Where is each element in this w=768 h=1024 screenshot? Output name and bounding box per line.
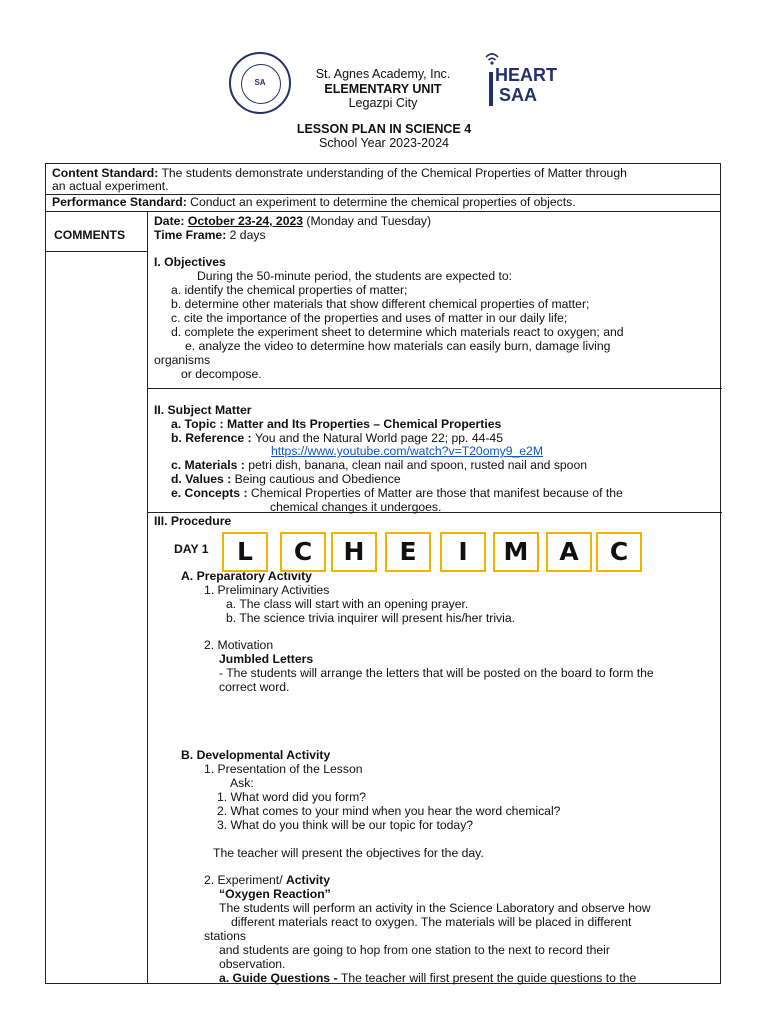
objectives-heading: I. Objectives bbox=[154, 255, 226, 269]
jumbled-desc-cont: correct word. bbox=[219, 680, 290, 694]
content-standard-cont: an actual experiment. bbox=[52, 179, 169, 193]
experiment-title: “Oxygen Reaction” bbox=[219, 887, 331, 901]
letter-box: M bbox=[493, 532, 539, 572]
question-1: 1. What word did you form? bbox=[217, 790, 367, 804]
experiment-label: 2. Experiment/ Activity bbox=[204, 873, 330, 887]
subject-matter-heading: II. Subject Matter bbox=[154, 403, 252, 417]
preliminary-b: b. The science trivia inquirer will present his/her trivia. bbox=[226, 611, 516, 625]
content-standard: Content Standard: The students demonstrate understanding of the Chemical Properties of Matter through bbox=[52, 166, 627, 180]
concepts-row: e. Concepts : Chemical Properties of Matter are those that manifest because of the bbox=[171, 486, 623, 500]
school-seal-icon: SA bbox=[229, 52, 291, 114]
letter-box: I bbox=[440, 532, 486, 572]
jumbled-desc: - The students will arrange the letters that will be posted on the board to form the bbox=[219, 666, 654, 680]
presentation-of-lesson: 1. Presentation of the Lesson bbox=[204, 762, 363, 776]
concepts-cont: chemical changes it undergoes. bbox=[270, 500, 442, 514]
objective-c: c. cite the importance of the properties and uses of matter in our daily life; bbox=[171, 311, 568, 325]
comments-label: COMMENTS bbox=[54, 228, 126, 242]
school-info bbox=[298, 67, 468, 111]
experiment-text-2: different materials react to oxygen. The materials will be placed in different bbox=[231, 915, 632, 929]
school-city: Legazpi City bbox=[348, 96, 418, 110]
school-name: St. Agnes Academy, Inc. bbox=[315, 67, 451, 81]
letter-box: E bbox=[385, 532, 431, 572]
reference-link[interactable]: https://www.youtube.com/watch?v=T20omy9_e2M bbox=[271, 444, 543, 458]
letter-box: L bbox=[222, 532, 268, 572]
experiment-text-4: and students are going to hop from one station to the next to record their bbox=[219, 943, 610, 957]
guide-questions: a. Guide Questions - The teacher will first present the guide questions to the bbox=[219, 971, 637, 985]
lesson-date: Date: October 23-24, 2023 (Monday and Tuesday) bbox=[154, 214, 432, 228]
performance-standard: Performance Standard: Conduct an experiment to determine the chemical properties of objects. bbox=[52, 195, 576, 209]
objective-a: a. identify the chemical properties of matter; bbox=[171, 283, 408, 297]
objective-e-end: or decompose. bbox=[181, 367, 262, 381]
topic-row: a. Topic : Matter and Its Properties – Chemical Properties bbox=[171, 417, 502, 431]
reference-row: b. Reference : You and the Natural World page 22; pp. 44-45 bbox=[171, 431, 503, 445]
lesson-plan-title: LESSON PLAN IN SCIENCE 4 bbox=[296, 122, 472, 136]
letter-box: A bbox=[546, 532, 592, 572]
time-frame: Time Frame: 2 days bbox=[154, 228, 266, 242]
letter-box: C bbox=[280, 532, 326, 572]
document-header bbox=[0, 0, 768, 170]
objective-e-cont: organisms bbox=[154, 353, 211, 367]
values-row: d. Values : Being cautious and Obedience bbox=[171, 472, 401, 486]
preparatory-heading: A. Preparatory Activity bbox=[181, 569, 312, 583]
objective-e: e. analyze the video to determine how materials can easily burn, damage living bbox=[185, 339, 611, 353]
letter-box: C bbox=[596, 532, 642, 572]
objective-d: d. complete the experiment sheet to determine which materials react to oxygen; and bbox=[171, 325, 624, 339]
motivation: 2. Motivation bbox=[204, 638, 274, 652]
day-label: DAY 1 bbox=[174, 542, 209, 556]
heart-saa-logo-icon: HEART SAA bbox=[483, 52, 558, 110]
school-unit: ELEMENTARY UNIT bbox=[324, 81, 442, 96]
question-3: 3. What do you think will be our topic for today? bbox=[217, 818, 474, 832]
experiment-text-1: The students will perform an activity in the Science Laboratory and observe how bbox=[219, 901, 651, 915]
developmental-heading: B. Developmental Activity bbox=[181, 748, 331, 762]
experiment-text-3: stations bbox=[204, 929, 247, 943]
preliminary-a: a. The class will start with an opening prayer. bbox=[226, 597, 469, 611]
teacher-objectives: The teacher will present the objectives for the day. bbox=[213, 846, 484, 860]
experiment-text-5: observation. bbox=[219, 957, 286, 971]
materials-row: c. Materials : petri dish, banana, clean nail and spoon, rusted nail and spoon bbox=[171, 458, 588, 472]
preliminary-activities: 1. Preliminary Activities bbox=[204, 583, 330, 597]
objective-b: b. determine other materials that show different chemical properties of matter; bbox=[171, 297, 590, 311]
question-2: 2. What comes to your mind when you hear the word chemical? bbox=[217, 804, 561, 818]
objectives-intro: During the 50-minute period, the students are expected to: bbox=[197, 269, 513, 283]
procedure-heading: III. Procedure bbox=[154, 514, 232, 528]
jumbled-letters-heading: Jumbled Letters bbox=[219, 652, 314, 666]
letter-box: H bbox=[331, 532, 377, 572]
school-year: School Year 2023-2024 bbox=[319, 136, 449, 150]
lesson-plan-table bbox=[45, 163, 721, 984]
ask-label: Ask: bbox=[230, 776, 254, 790]
